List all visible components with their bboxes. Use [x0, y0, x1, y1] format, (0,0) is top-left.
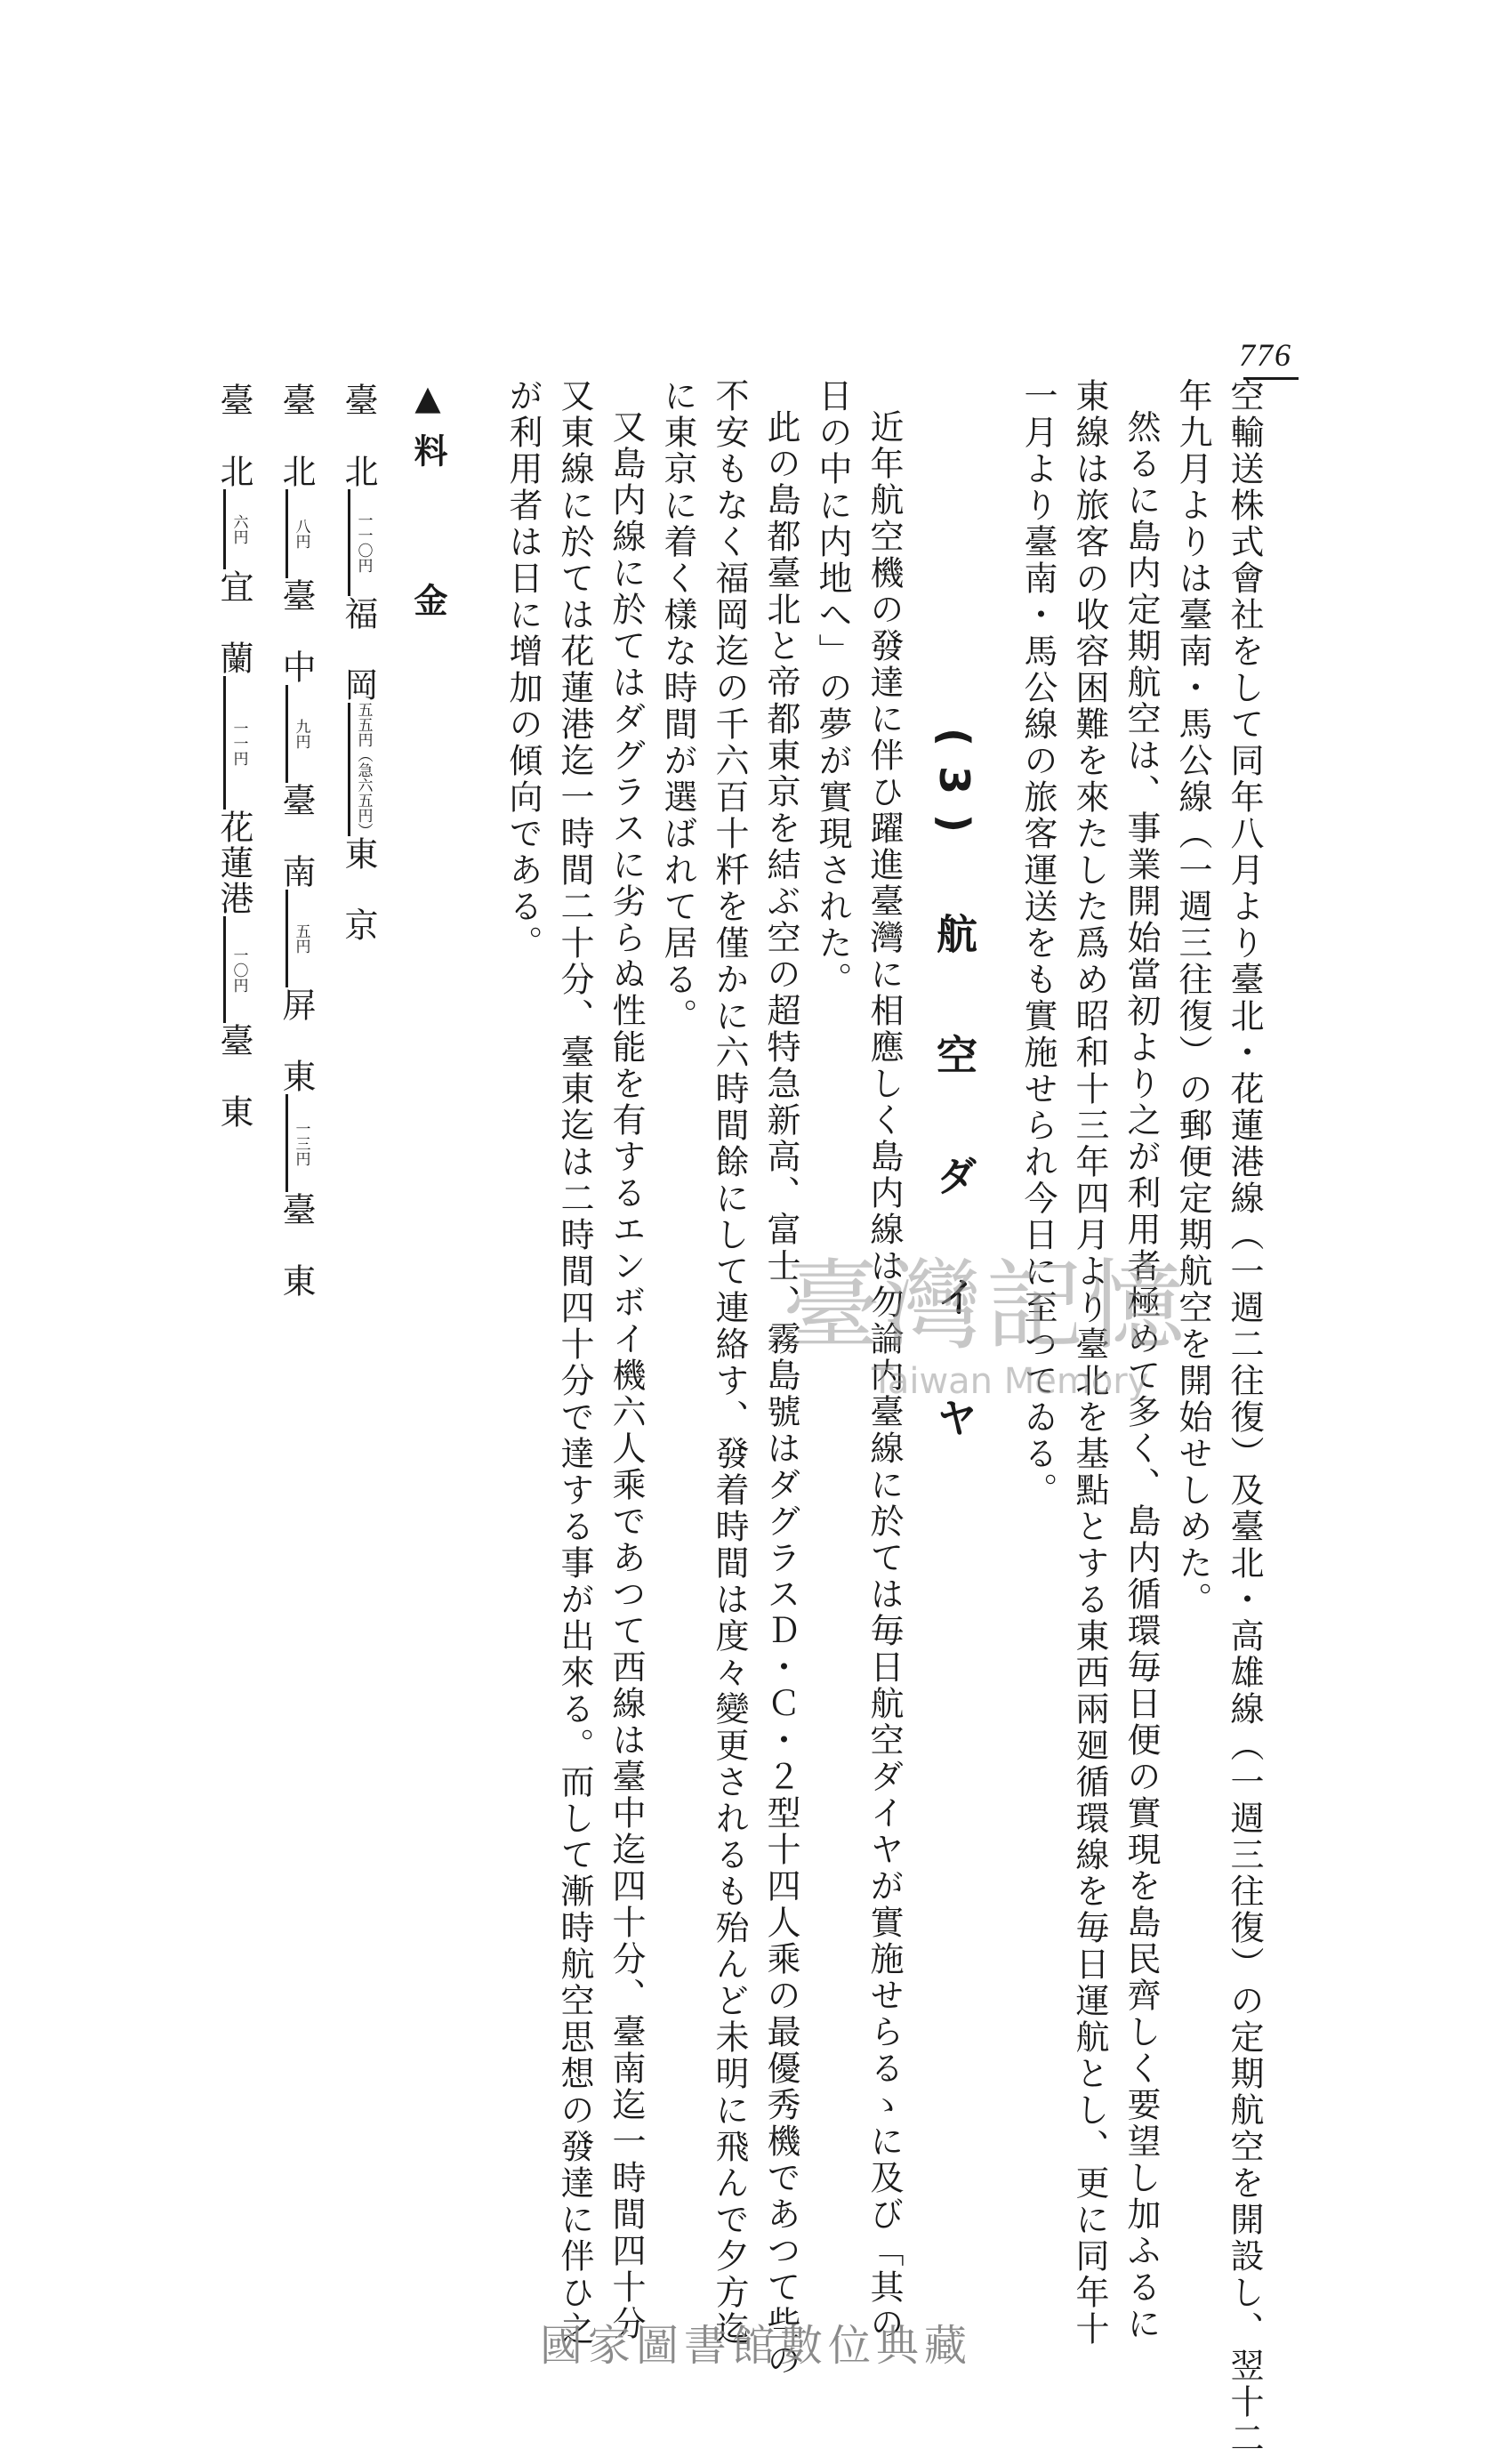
fare-amount: 一〇円 [229, 947, 248, 993]
route-segment [278, 1094, 314, 1192]
section-column: 此の島都臺北と帝都東京を結ぶ空の超特急新高、富士、霧島號はダグラスＤ・Ｃ・２型十四人乘の最優秀機であつて些の [761, 409, 800, 2379]
route-segment [278, 685, 314, 783]
section-heading: (3) 航 空 ダ イ ヤ [930, 728, 978, 1458]
route-segment [278, 890, 314, 987]
fare-route [212, 383, 256, 1130]
fare-amount: 五五円（急六五円） [354, 701, 373, 838]
station-name: 東 京 [339, 836, 378, 943]
intro-column: 年九月よりは臺南・馬公線（一週三往復）の郵便定期航空を開始せしめた。 [1173, 378, 1212, 1618]
watermark-en: Taiwan Memory [872, 1361, 1149, 1402]
route-segment [216, 676, 252, 810]
section-column: 又島内線に於てはダグラスに劣らぬ性能を有するエンボイ機六人乘であつて西線は臺中迄四十分、臺南迄一時間四十分 [607, 409, 646, 2342]
section-column: が利用者は日に增加の傾向である。 [503, 378, 543, 962]
intro-column: 東線は旅客の收容困難を來たした爲め昭和十三年四月より臺北を基點とする東西兩廻循環線を毎日運航とし、更に同年十 [1070, 378, 1109, 2348]
section-column: 日の中に内地へ」の夢が實現された。 [813, 378, 852, 998]
route-segment [216, 916, 252, 1023]
station-name: 臺 北 [339, 383, 378, 489]
station-name: 屏 東 [277, 987, 316, 1094]
station-name: 臺 南 [277, 783, 316, 890]
route-segment [278, 489, 314, 578]
section-column: 不安もなく福岡迄の千六百十粁を僅かに六時間餘にして連絡す、發着時間は度々變更されるも殆んど未明に飛んで夕方迄 [710, 378, 749, 2348]
station-name: 臺 北 [214, 383, 253, 489]
section-column: 又東線に於ては花蓮港迄一時間二十分、臺東迄は二時間四十分で達する事が出來る。而して漸時航空思想の發達に伴ひ之 [555, 378, 594, 2348]
page-number: 776 [1239, 337, 1292, 373]
route-segment [341, 489, 376, 596]
intro-column: 空輸送株式會社をして同年八月より臺北・花蓮港線（一週二往復）及臺北・高雄線（一週三往復）の定期航空を開設し、翌十二 [1225, 378, 1264, 2457]
station-name: 臺 北 [277, 383, 316, 489]
footer-credit: 國家圖書館數位典藏 [539, 2321, 972, 2371]
station-name: 臺 中 [277, 578, 316, 685]
station-name: 花蓮港 [214, 810, 253, 916]
station-name: 臺 東 [277, 1192, 316, 1299]
route-segment [341, 703, 376, 836]
watermark [783, 1228, 1227, 1441]
fare-route [336, 383, 381, 943]
intro-column: 然るに島内定期航空は、事業開始當初より之が利用者極めて多く、島内循環毎日便の實現を島民齊しく要望し加ふるに [1122, 409, 1161, 2342]
fare-amount: 一一円 [229, 720, 248, 766]
intro-column: 一月より臺南・馬公線の旅客運送をも實施せられ今日に至つてゐる。 [1018, 378, 1058, 1509]
station-name: 福 岡 [339, 596, 378, 703]
station-name: 臺 東 [214, 1023, 253, 1130]
fare-amount: 一三円 [292, 1120, 310, 1166]
station-name: 宜 蘭 [214, 569, 253, 676]
section-column: 近年航空機の發達に伴ひ躍進臺灣に相應しく島内線は勿論内臺線に於ては毎日航空ダイヤが實施せらるゝに及び「其の [865, 409, 904, 2342]
fares-title: ▲料 金 [408, 378, 447, 632]
fare-amount: 五円 [292, 923, 310, 954]
fare-amount: 一一〇円 [354, 512, 373, 573]
fare-amount: 八円 [292, 519, 310, 549]
route-segment [216, 489, 252, 569]
fare-route [274, 383, 318, 1299]
section-column: に東京に着く樣な時間が選ばれて居る。 [658, 378, 697, 1035]
fare-amount: 六円 [229, 514, 248, 544]
watermark-cjk: 臺灣記憶 [783, 1249, 1188, 1363]
fare-amount: 九円 [292, 719, 310, 749]
